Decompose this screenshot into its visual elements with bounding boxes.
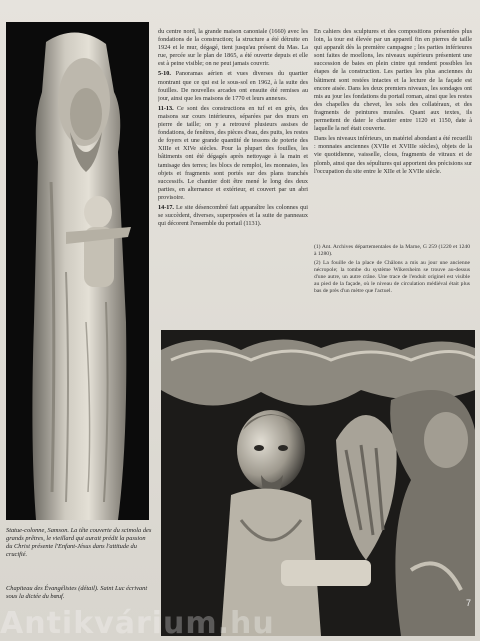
figure-ref: 14-17. [158, 203, 174, 211]
paragraph-text: Le site désencombré fait apparaître les colonnes qui se succèdent, diverses, superposées et la suite de panneaux qui décorent l'ensemble du portail (1131). [158, 203, 308, 228]
paragraph [158, 105, 308, 202]
statue-column-photo [6, 22, 149, 520]
text-column-a [158, 28, 308, 343]
statue-illustration [6, 22, 149, 520]
text-column-b [314, 28, 472, 238]
figure-ref: 5-10. [158, 70, 171, 78]
footnote: (2) La fouille de la place de Châlons a mis au jour une ancienne nécropole; la tombe du système Wikersheim se trouve au-dessus d'une autre, un autre crâne. Une trace de l'enduit originel est visible au pied de la façade, où le niveau de circulation médiéval était plus bas de près d'un mètre que l'actuel. [314, 260, 470, 294]
watermark: Antikvárium.hu [0, 606, 275, 641]
capital-evangelists-photo [161, 330, 475, 636]
page-number: 7 [466, 598, 472, 608]
paragraph [158, 204, 308, 228]
footnote: (1) Ant. Archives départementales de la Marne, G 259 (1220 et 1240 à 1280). [314, 244, 470, 257]
capital-caption: Chapiteau des Évangélistes (détail). Saint Luc écrivant sous la dictée du bœuf. [6, 585, 148, 600]
paragraph: du centre nord, la grande maison canoniale (1660) avec les fondations de la construction; la structure a été détruite en 1924 et le mur, dégagé, tient jusqu'au présent du Mas. La rue, percée sur le plan de 1865, a été ouverte depuis et elle est à peine visible; on ne peut jamais couvrir. [158, 28, 308, 68]
footnotes [314, 244, 470, 297]
figure-ref: 11-13. [158, 104, 174, 112]
paragraph [158, 70, 308, 102]
statue-caption: Statue-colonne, Samson. La tête couverte du scimola des grands prêtres, le vieillard qui aurait prédit la passion du Christ présente l'Enfant-Jésus dans l'attitude du crucifié. [6, 527, 152, 558]
paragraph-text: Ce sont des constructions en tuf et en grès, des maisons sur cours intérieures, séparées par des murs en pierre de taille; on y a retrouvé plusieurs assises de fondations, de fenêtres, des pièces d'eau, des puits, les restes de foyers et une grande quantité de tessons de poterie des XIIIe et XIVe siècles. Pour la plupart des fouilles, les bâtiments ont été dégagés après nettoyage à la main et tamisage des terres; les blocs de remploi, les monnaies, les objets et fragments sont portés sur des plans tranchés successifs. Le chantier doit être mené le long des deux parties, en alternance et extérieur, et couvert par un abri provisoire. [158, 104, 308, 201]
paragraph-text: Panoramas aérien et vues diverses du quartier montrant que ce qui est le sous-sol en 1962, à la suite des fouilles. De nouvelles arcades ont ensuite été remises au jour, ainsi que les maisons de 1770 et leurs annexes. [158, 70, 308, 102]
capital-illustration [161, 330, 475, 636]
paragraph: Dans les niveaux inférieurs, un matériel abondant a été recueilli : monnaies anciennes (XVIIe et XVIIIe siècles), objets de la vie quotidienne, vaisselle, clous, fragments de vitraux et de plomb, ainsi que des sépultures qui apportent des précisions sur l'occupation du site entre le XIIe et le XVIIe siècle. [314, 135, 472, 175]
paragraph: En cahiers des sculptures et des compositions présentées plus loin, la tour est élevée par un appareil fin en pierres de taille qui apparaît dès la première campagne ; les parties inférieures sont faites de moellons, les niveaux supérieurs présentent une succession de baies en plein cintre qui rendent possibles les étapes de la construction. Les parties les plus anciennes du bâtiment sont restées intactes et la lecture de la façade est encore aisée. Dans les deux premiers niveaux, les sondages ont mis au jour les fondations du portail roman, ainsi que les restes des chapelles du chevet, les sols des collatéraux, et des fragments de peintures murales. Quant aux textes, ils permettent de dater le chantier entre 1120 et 1150, date à laquelle la nef était couverte. [314, 28, 472, 133]
